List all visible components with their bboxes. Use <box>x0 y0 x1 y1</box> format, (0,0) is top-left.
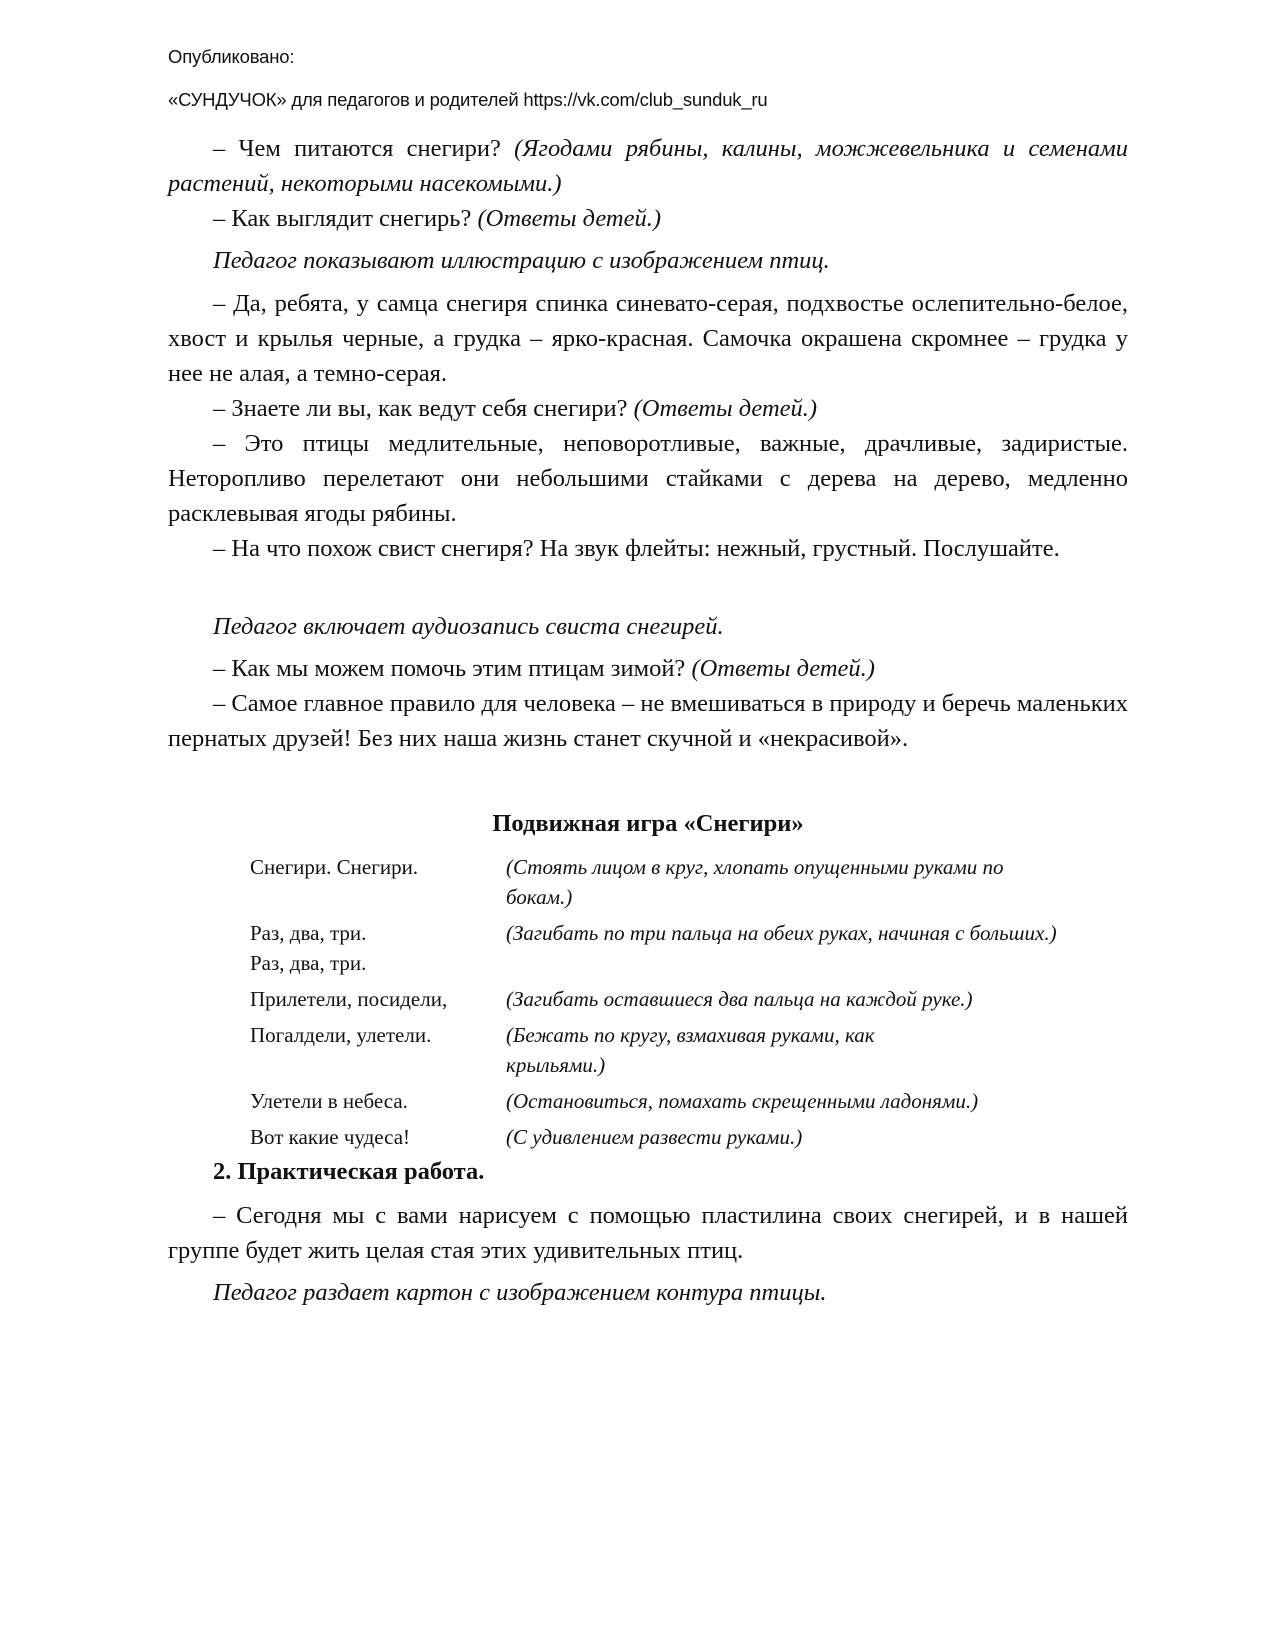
note-text: Педагог включает аудиозапись свиста снегирей. <box>213 613 724 640</box>
paragraph <box>168 201 1128 236</box>
paragraph-italic: (Ответы детей.) <box>691 655 875 682</box>
verse: Вот какие чудеса! <box>250 1125 411 1149</box>
verse: Погалдели, улетели. <box>250 1023 432 1047</box>
note-2 <box>168 609 1128 644</box>
paragraph-italic: (Ответы детей.) <box>633 395 818 422</box>
verse: Снегири. Снегири. <box>250 855 419 879</box>
action: (Бежать по кругу, взмахивая руками, как крыльями.) <box>506 1023 875 1077</box>
paragraph <box>168 391 1128 426</box>
paragraph-text: – Да, ребята, у самца снегиря спинка синевато-серая, подхвостье ослепительно-белое, хвост и крылья черные, а грудка – ярко-красная. Самочка окрашена скромнее – грудка у нее не алая, а темно-серая. <box>168 290 1128 387</box>
game-row <box>250 984 1070 1014</box>
game-table <box>250 852 1070 1158</box>
action: (Загибать оставшиеся два пальца на каждой руке.) <box>506 987 973 1011</box>
paragraph-text: – Как мы можем помочь этим птицам зимой? <box>213 655 692 682</box>
paragraph-italic: (Ответы детей.) <box>477 205 661 232</box>
paragraph <box>168 131 1128 201</box>
game-row <box>250 918 1070 978</box>
game-row <box>250 1086 1070 1116</box>
paragraph <box>168 426 1128 531</box>
paragraph-text: – Самое главное правило для человека – не вмешиваться в природу и беречь маленьких пернатых друзей! Без них наша жизнь станет скучной и «некрасивой». <box>168 690 1128 752</box>
paragraph-text: – Знаете ли вы, как ведут себя снегири? <box>213 395 634 422</box>
game-row <box>250 852 1070 912</box>
paragraph-text: – Чем питаются снегири? <box>213 135 515 162</box>
paragraph-text: – Это птицы медлительные, неповоротливые, важные, драчливые, задиристые. Неторопливо перелетают они небольшими стайками с дерева на дерево, медленно расклевывая ягоды рябины. <box>168 430 1128 527</box>
action: (С удивлением развести руками.) <box>506 1125 803 1149</box>
paragraph <box>168 686 1128 756</box>
game-row <box>250 1020 1070 1080</box>
source-line: «СУНДУЧОК» для педагогов и родителей https://vk.com/club_sunduk_ru <box>168 89 768 110</box>
note-3 <box>168 1275 1128 1310</box>
paragraph-group-1 <box>168 131 1128 236</box>
paragraph <box>168 651 1128 686</box>
action: (Стоять лицом в круг, хлопать опущенными руками по бокам.) <box>506 855 1004 909</box>
paragraph-group-2 <box>168 286 1128 566</box>
verse: Прилетели, посидели, <box>250 987 448 1011</box>
game-row <box>250 1122 1070 1152</box>
paragraph-italic: (Ягодами рябины, калины, можжевельника и семенами растений, некоторыми насекомыми.) <box>168 135 1128 197</box>
game-title: Подвижная игра «Снегири» <box>492 810 804 837</box>
note-1 <box>168 243 1128 278</box>
action: (Загибать по три пальца на обеих руках, начиная с больших.) <box>506 921 1057 945</box>
paragraph-text: – На что похож свист снегиря? На звук флейты: нежный, грустный. Послушайте. <box>213 535 1060 562</box>
paragraph-text: – Как выглядит снегирь? <box>213 205 478 232</box>
verse: Улетели в небеса. <box>250 1089 408 1113</box>
verse: Раз, два, три. Раз, два, три. <box>250 921 367 975</box>
paragraph <box>168 531 1128 566</box>
section-heading: 2. Практическая работа. <box>213 1158 485 1185</box>
note-text: Педагог показывают иллюстрацию с изображением птиц. <box>213 247 830 274</box>
paragraph-group-3 <box>168 651 1128 756</box>
paragraph-text: – Сегодня мы с вами нарисуем с помощью пластилина своих снегирей, и в нашей группе будет жить целая стая этих удивительных птиц. <box>168 1202 1128 1264</box>
published-label: Опубликовано: <box>168 46 295 67</box>
paragraph <box>168 286 1128 391</box>
section-paragraph <box>168 1198 1128 1268</box>
note-text: Педагог раздает картон с изображением контура птицы. <box>213 1279 827 1306</box>
action: (Остановиться, помахать скрещенными ладонями.) <box>506 1089 979 1113</box>
